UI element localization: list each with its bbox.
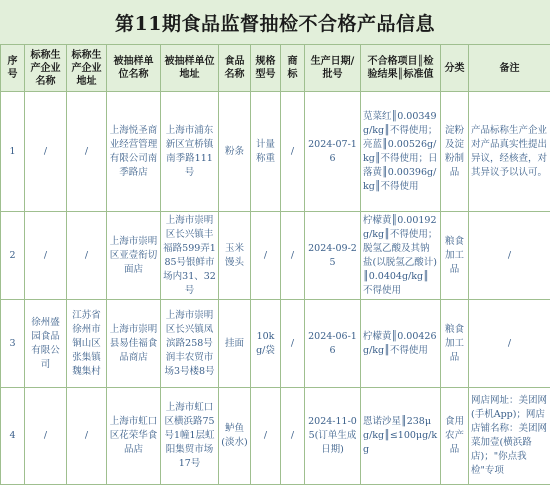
cell-mfr-addr: /: [67, 212, 107, 300]
cell-category: 食用农产品: [441, 388, 469, 485]
cell-spec: /: [251, 212, 281, 300]
cell-mfr-addr: /: [67, 388, 107, 485]
cell-mfr-addr: 江苏省徐州市铜山区张集镇魏集村: [67, 300, 107, 388]
cell-spec: 计量称重: [251, 92, 281, 212]
cell-mfr-name: /: [25, 212, 67, 300]
header-mfr-name: 标称生产企业名称: [25, 45, 67, 92]
cell-notes: 产品标称生产企业对产品真实性提出异议，经核查，对其异议予以认可。: [469, 92, 550, 212]
cell-mfr-name: /: [25, 388, 67, 485]
cell-sampled-name: 上海市虹口区花荣华食品店: [107, 388, 161, 485]
header-date: 生产日期/批号: [305, 45, 361, 92]
cell-mfr-addr: /: [67, 92, 107, 212]
header-spec: 规格型号: [251, 45, 281, 92]
cell-spec: 10kg/袋: [251, 300, 281, 388]
cell-spec: /: [251, 388, 281, 485]
cell-food: 玉米馒头: [219, 212, 251, 300]
cell-brand: /: [281, 388, 305, 485]
cell-brand: /: [281, 300, 305, 388]
cell-sampled-name: 上海市崇明县易佳福食品商店: [107, 300, 161, 388]
cell-mfr-name: 徐州盛园食品有限公司: [25, 300, 67, 388]
header-items: 不合格项目║检验结果║标准值: [361, 45, 441, 92]
header-food: 食品名称: [219, 45, 251, 92]
table-row: [1, 92, 550, 212]
cell-notes: /: [469, 212, 550, 300]
table-row: [1, 300, 550, 388]
cell-food: 挂面: [219, 300, 251, 388]
title-bar: [0, 0, 550, 45]
cell-items: 柠檬黄║0.00426g/kg║不得使用: [361, 300, 441, 388]
cell-sampled-addr: 上海市崇明区长兴镇丰福路599弄185号银鲜市场内31、32号: [161, 212, 219, 300]
cell-brand: /: [281, 92, 305, 212]
cell-date: 2024-07-16: [305, 92, 361, 212]
cell-brand: /: [281, 212, 305, 300]
header-no: 序号: [1, 45, 25, 92]
cell-no: 4: [1, 388, 25, 485]
cell-items: 苋菜红║0.00349g/kg║不得使用；亮蓝║0.00526g/kg║不得使用；日落黄║0.00396g/kg║不得使用: [361, 92, 441, 212]
cell-no: 1: [1, 92, 25, 212]
header-sampled-name: 被抽样单位名称: [107, 45, 161, 92]
cell-no: 3: [1, 300, 25, 388]
cell-sampled-name: 上海市崇明区亚壹衔切面店: [107, 212, 161, 300]
cell-sampled-addr: 上海市崇明区长兴镇凤滨路258号润丰农贸市场3号楼8号: [161, 300, 219, 388]
header-notes: 备注: [469, 45, 550, 92]
cell-sampled-name: 上海悦圣商业经营管理有限公司南季路店: [107, 92, 161, 212]
cell-sampled-addr: 上海市浦东新区宣桥镇南季路111号: [161, 92, 219, 212]
cell-food: 鲈鱼(淡水): [219, 388, 251, 485]
header-category: 分类: [441, 45, 469, 92]
cell-items: 柠檬黄║0.00192g/kg║不得使用；脱氢乙酸及其钠盐(以脱氢乙酸计)║0.0404g/kg║不得使用: [361, 212, 441, 300]
header-row: [1, 45, 550, 92]
cell-mfr-name: /: [25, 92, 67, 212]
cell-category: 淀粉及淀粉制品: [441, 92, 469, 212]
page-title: 第11期食品监督抽检不合格产品信息: [115, 9, 435, 36]
cell-sampled-addr: 上海市虹口区横浜路75号1幢1层虹阳集贸市场17号: [161, 388, 219, 485]
header-mfr-addr: 标称生产企业地址: [67, 45, 107, 92]
table-row: [1, 212, 550, 300]
cell-food: 粉条: [219, 92, 251, 212]
cell-date: 2024-11-05(订单生成日期): [305, 388, 361, 485]
cell-notes: 网店网址：美团网(手机App)；网店店铺名称：美团网菜加壹(横浜路店)；"你点我检"专项: [469, 388, 550, 485]
cell-category: 粮食加工品: [441, 300, 469, 388]
cell-date: 2024-06-16: [305, 300, 361, 388]
cell-notes: /: [469, 300, 550, 388]
header-sampled-addr: 被抽样单位地址: [161, 45, 219, 92]
inspection-table: [0, 44, 550, 485]
header-brand: 商标: [281, 45, 305, 92]
cell-no: 2: [1, 212, 25, 300]
cell-items: 恩诺沙星║238μg/kg║≤100μg/kg: [361, 388, 441, 485]
cell-category: 粮食加工品: [441, 212, 469, 300]
table-row: [1, 388, 550, 485]
cell-date: 2024-09-25: [305, 212, 361, 300]
